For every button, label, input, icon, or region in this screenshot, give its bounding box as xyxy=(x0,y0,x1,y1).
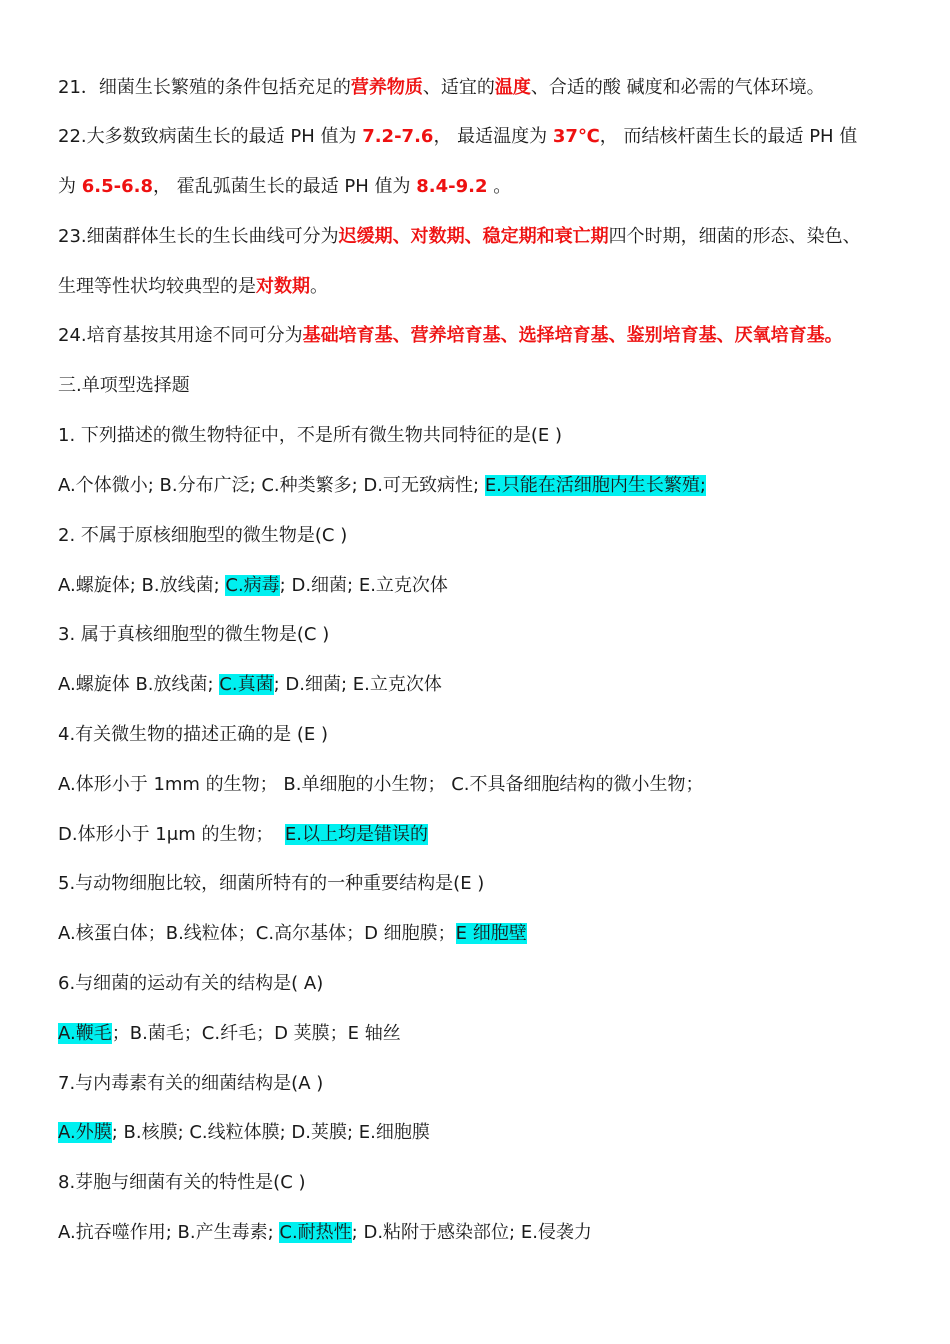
text-segment: ， 最适温度为 xyxy=(433,126,553,147)
text-segment: 22.大多数致病菌生长的最适 PH 值为 xyxy=(58,126,363,147)
highlighted-answer: C.病毒 xyxy=(225,575,280,596)
text-segment: 。 xyxy=(487,176,512,197)
section-heading xyxy=(58,373,928,399)
text-segment: 24.培育基按其用途不同可分为 xyxy=(58,325,303,346)
text-segment: A.核蛋白体；B.线粒体；C.高尔基体；D 细胞膜； xyxy=(58,923,456,944)
emphasized-answer: 8.4-9.2 xyxy=(416,176,488,197)
text-segment: A.螺旋体; B.放线菌; xyxy=(58,575,226,596)
text-segment: 1. 下列描述的微生物特征中，不是所有微生物共同特征的是(E ) xyxy=(58,425,563,446)
text-segment: ; D.细菌; E.立克次体 xyxy=(273,674,442,695)
mc-question-3 xyxy=(58,622,928,648)
emphasized-answer: 37℃ xyxy=(552,126,600,147)
mc-options-6 xyxy=(58,1021,928,1047)
mc-question-2 xyxy=(58,523,928,549)
mc-options-1 xyxy=(58,473,928,499)
text-segment: A.个体微小; B.分布广泛; C.种类繁多; D.可无致病性; xyxy=(58,475,485,496)
text-segment: ， 而结核杆菌生长的最适 PH 值 xyxy=(599,126,858,147)
mc-options-3 xyxy=(58,672,928,698)
question-21-line xyxy=(58,75,928,101)
text-segment: 、合适的酸 碱度和必需的气体环境。 xyxy=(530,77,825,98)
mc-question-6 xyxy=(58,971,928,997)
text-segment: ; D.粘附于感染部位; E.侵袭力 xyxy=(351,1222,592,1243)
text-segment: 、适宜的 xyxy=(422,77,495,98)
mc-question-1 xyxy=(58,423,928,449)
text-segment: 7.与内毒素有关的细菌结构是(A ) xyxy=(58,1073,324,1094)
question-22-line-2 xyxy=(58,174,928,200)
emphasized-answer: 6.5-6.8 xyxy=(81,176,153,197)
text-segment: 6.与细菌的运动有关的结构是( A) xyxy=(58,973,324,994)
mc-options-5 xyxy=(58,921,928,947)
text-segment: A.螺旋体 B.放线菌; xyxy=(58,674,220,695)
text-segment: 3. 属于真核细胞型的微生物是(C ) xyxy=(58,624,330,645)
text-segment: A.体形小于 1mm 的生物； B.单细胞的小生物； C.不具备细胞结构的微小生物； xyxy=(58,774,704,795)
mc-options-4b xyxy=(58,822,928,848)
mc-question-8 xyxy=(58,1170,928,1196)
mc-options-2 xyxy=(58,573,928,599)
question-22-line-1 xyxy=(58,124,928,150)
highlighted-answer: C.耐热性 xyxy=(279,1222,352,1243)
mc-question-7 xyxy=(58,1071,928,1097)
text-segment: A.抗吞噬作用; B.产生毒素; xyxy=(58,1222,280,1243)
text-segment: 4.有关微生物的描述正确的是 (E ) xyxy=(58,724,329,745)
emphasized-answer: 迟缓期、对数期、稳定期和衰亡期 xyxy=(338,226,609,247)
text-segment: 21．细菌生长繁殖的条件包括充足的 xyxy=(58,77,351,98)
text-segment: 。 xyxy=(310,276,328,297)
mc-question-4 xyxy=(58,722,928,748)
highlighted-answer: A.外膜 xyxy=(58,1122,112,1143)
text-segment: 生理等性状均较典型的是 xyxy=(58,276,256,297)
question-23-line-1 xyxy=(58,224,928,250)
mc-options-8 xyxy=(58,1220,928,1246)
text-segment: 5.与动物细胞比较，细菌所特有的一种重要结构是(E ) xyxy=(58,873,485,894)
highlighted-answer: E 细胞壁 xyxy=(455,923,527,944)
question-24-line xyxy=(58,323,928,349)
mc-question-5 xyxy=(58,871,928,897)
text-segment: ; D.细菌; E.立克次体 xyxy=(279,575,448,596)
highlighted-answer: A.鞭毛 xyxy=(58,1023,112,1044)
mc-options-7 xyxy=(58,1120,928,1146)
text-segment: D.体形小于 1μm 的生物； xyxy=(58,824,285,845)
text-segment: 23.细菌群体生长的生长曲线可分为 xyxy=(58,226,339,247)
emphasized-answer: 营养物质 xyxy=(350,77,423,98)
text-segment: 8.芽胞与细菌有关的特性是(C ) xyxy=(58,1172,306,1193)
text-segment: ; B.核膜; C.线粒体膜; D.荚膜; E.细胞膜 xyxy=(111,1122,430,1143)
text-segment: ， 霍乱弧菌生长的最适 PH 值为 xyxy=(152,176,417,197)
text-segment: 2. 不属于原核细胞型的微生物是(C ) xyxy=(58,525,348,546)
highlighted-answer: C.真菌 xyxy=(219,674,274,695)
emphasized-answer: 对数期 xyxy=(256,276,310,297)
question-23-line-2 xyxy=(58,274,928,300)
emphasized-answer: 温度 xyxy=(494,77,531,98)
highlighted-answer: E.只能在活细胞内生长繁殖; xyxy=(484,475,706,496)
text-segment: ；B.菌毛；C.纤毛；D 荚膜；E 轴丝 xyxy=(111,1023,401,1044)
text-segment: 三.单项型选择题 xyxy=(58,375,190,396)
highlighted-answer: E.以上均是错误的 xyxy=(284,824,429,845)
emphasized-answer: 7.2-7.6 xyxy=(362,126,434,147)
emphasized-answer: 基础培育基、营养培育基、选择培育基、鉴别培育基、厌氧培育基。 xyxy=(302,325,843,346)
text-segment: 四个时期，细菌的形态、染色、 xyxy=(608,226,861,247)
text-segment: 为 xyxy=(58,176,82,197)
mc-options-4a xyxy=(58,772,928,798)
